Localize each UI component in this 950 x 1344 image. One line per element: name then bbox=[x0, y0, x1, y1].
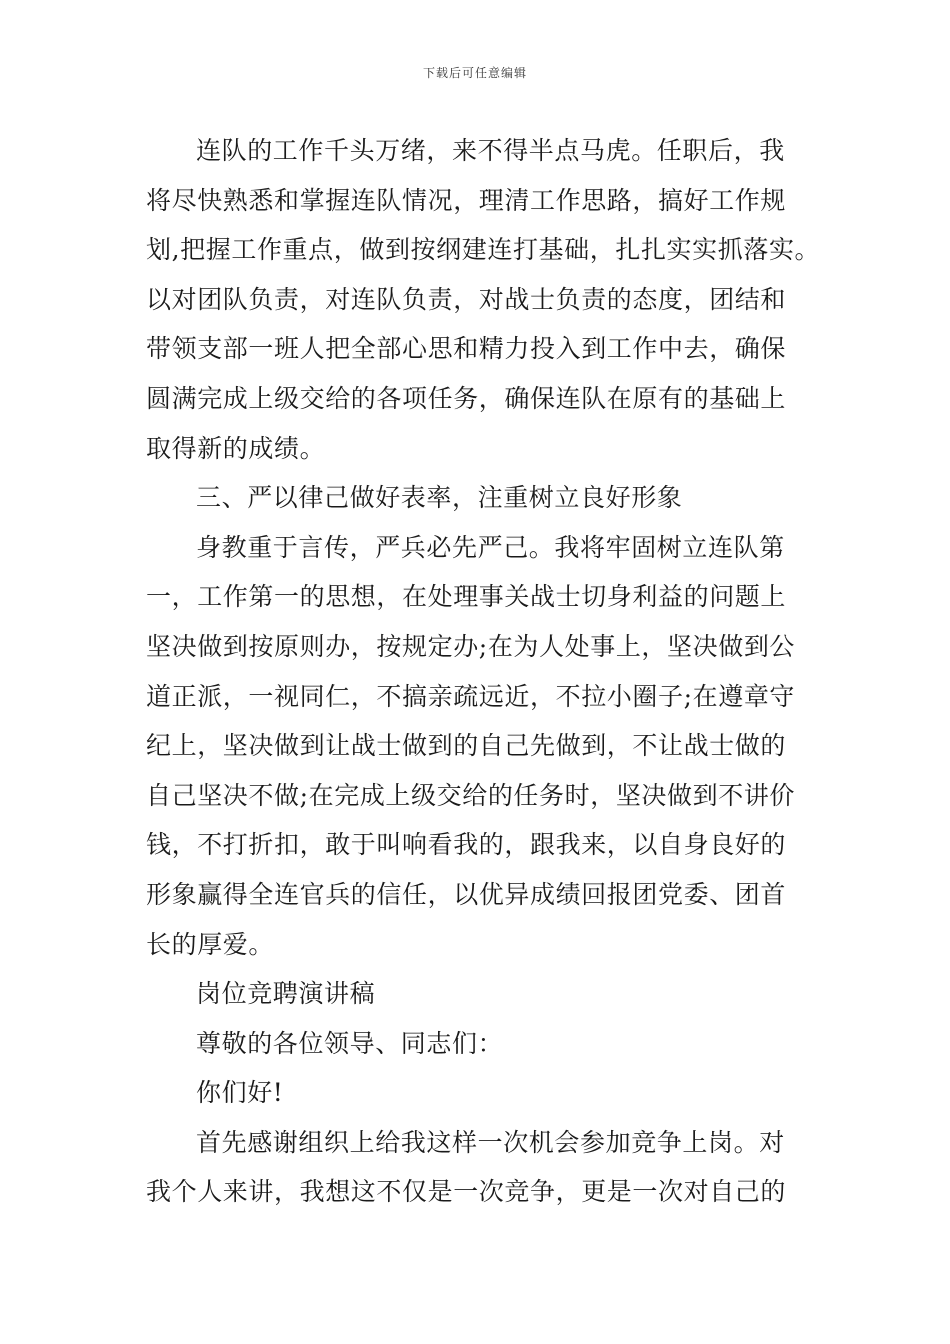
paragraph-line: 我个人来讲，我想这不仅是一次竞争，更是一次对自己的 bbox=[146, 1177, 787, 1207]
paragraph-line: 身教重于言传，严兵必先严己。我将牢固树立连队第 bbox=[196, 532, 785, 562]
paragraph-line: 形象赢得全连官兵的信任，以优异成绩回报团党委、团首 bbox=[146, 879, 787, 909]
greeting: 你们好! bbox=[196, 1078, 284, 1108]
page-header-note: 下载后可任意编辑 bbox=[422, 66, 527, 80]
paragraph-line: 将尽快熟悉和掌握连队情况，理清工作思路，搞好工作规 bbox=[146, 185, 787, 215]
paragraph-line: 划,把握工作重点，做到按纲建连打基础，扎扎实实抓落实。 bbox=[146, 235, 821, 265]
paragraph-line: 纪上，坚决做到让战士做到的自己先做到，不让战士做的 bbox=[146, 731, 787, 761]
paragraph-line: 一，工作第一的思想，在处理事关战士切身利益的问题上 bbox=[146, 582, 787, 612]
salutation: 尊敬的各位领导、同志们： bbox=[196, 1028, 504, 1058]
paragraph-line: 钱，不打折扣，敢于叫响看我的，跟我来，以自身良好的 bbox=[146, 830, 787, 860]
paragraph-line: 首先感谢组织上给我这样一次机会参加竞争上岗。对 bbox=[196, 1127, 785, 1157]
paragraph-line: 自己坚决不做;在完成上级交给的任务时，坚决做到不讲价 bbox=[146, 780, 796, 810]
document-title: 岗位竞聘演讲稿 bbox=[196, 979, 376, 1009]
paragraph-line: 以对团队负责，对连队负责，对战士负责的态度，团结和 bbox=[146, 284, 787, 314]
paragraph-line: 带领支部一班人把全部心思和精力投入到工作中去，确保 bbox=[146, 334, 787, 364]
paragraph-line: 圆满完成上级交给的各项任务，确保连队在原有的基础上 bbox=[146, 383, 787, 413]
paragraph-line: 取得新的成绩。 bbox=[146, 433, 326, 463]
paragraph-line: 连队的工作千头万绪，来不得半点马虎。任职后，我 bbox=[196, 136, 785, 165]
paragraph-line: 坚决做到按原则办，按规定办;在为人处事上，坚决做到公 bbox=[146, 631, 796, 661]
document-body bbox=[146, 126, 826, 1217]
paragraph-line: 长的厚爱。 bbox=[146, 929, 275, 959]
section-heading: 三、严以律己做好表率，注重树立良好形象 bbox=[196, 483, 683, 513]
paragraph-line: 道正派，一视同仁，不搞亲疏远近，不拉小圈子;在遵章守 bbox=[146, 681, 796, 711]
